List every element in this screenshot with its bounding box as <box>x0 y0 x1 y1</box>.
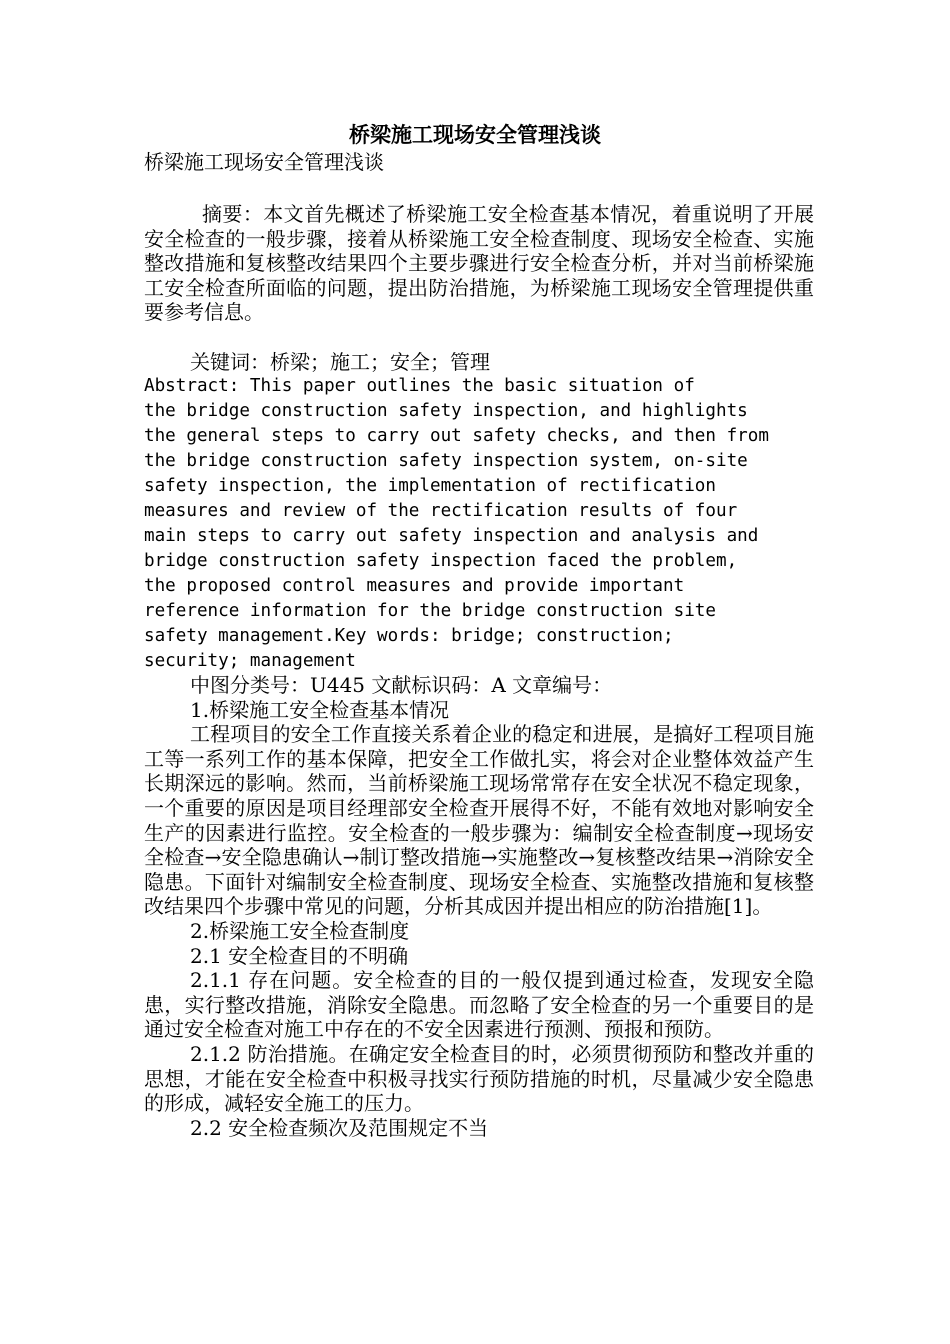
abstract-chinese: 摘要：本文首先概述了桥梁施工安全检查基本情况，着重说明了开展安全检查的一般步骤，接着从桥梁施工安全检查制度、现场安全检查、实施整改措施和复核整改结果四个主要步骤进行安全检查分析，并对当前桥梁施工安全检查所面临的问题，提出防治措施，为桥梁施工现场安全管理提供重要参考信息。 <box>144 202 814 325</box>
section-2-heading: 2.桥梁施工安全检查制度 <box>190 918 410 943</box>
document-subtitle: 桥梁施工现场安全管理浅谈 <box>144 150 384 174</box>
section-2-1-heading: 2.1 安全检查目的不明确 <box>190 943 409 968</box>
section-1-heading: 1.桥梁施工安全检查基本情况 <box>190 697 450 722</box>
section-2-1-1-paragraph: 2.1.1 存在问题。安全检查的目的一般仅提到通过检查，发现安全隐患，实行整改措施，消除安全隐患。而忽略了安全检查的另一个重要目的是通过安全检查对施工中存在的不安全因素进行预测、预报和预防。 <box>144 968 814 1042</box>
section-2-2-heading: 2.2 安全检查频次及范围规定不当 <box>190 1115 489 1140</box>
classification-line: 中图分类号：U445 文献标识码：A 文章编号： <box>190 673 613 697</box>
abstract-english: Abstract: This paper outlines the basic situation of the bridge construction safety inspection, and highlights the general steps to carry out safety checks, and then from the bridge construction safety inspection system, on-site safety inspection, the implementation of rectification measures and review of the rectification results of four main steps to carry out safety inspection and analysis and bridge construction safety inspection faced the problem, the proposed control measures and provide important reference information for the bridge construction site safety management.Key words: bridge; construction; security; management <box>144 376 769 671</box>
section-1-paragraph: 工程项目的安全工作直接关系着企业的稳定和进展，是搞好工程项目施工等一系列工作的基本保障，把安全工作做扎实，将会对企业整体效益产生长期深远的影响。然而，当前桥梁施工现场常常存在安全状况不稳定现象，一个重要的原因是项目经理部安全检查开展得不好，不能有效地对影响安全生产的因素进行监控。安全检查的一般步骤为：编制安全检查制度→现场安全检查→安全隐患确认→制订整改措施→实施整改→复核整改结果→消除安全隐患。下面针对编制安全检查制度、现场安全检查、实施整改措施和复核整改结果四个步骤中常见的问题，分析其成因并提出相应的防治措施[1]。 <box>144 722 814 919</box>
keywords-chinese: 关键词：桥梁；施工；安全；管理 <box>190 350 490 374</box>
document-title: 桥梁施工现场安全管理浅谈 <box>349 122 601 147</box>
body-text <box>144 673 814 1140</box>
section-2-1-2-paragraph: 2.1.2 防治措施。在确定安全检查目的时，必须贯彻预防和整改并重的思想，才能在安全检查中积极寻找实行预防措施的时机，尽量减少安全隐患的形成，减轻安全施工的压力。 <box>144 1041 814 1116</box>
